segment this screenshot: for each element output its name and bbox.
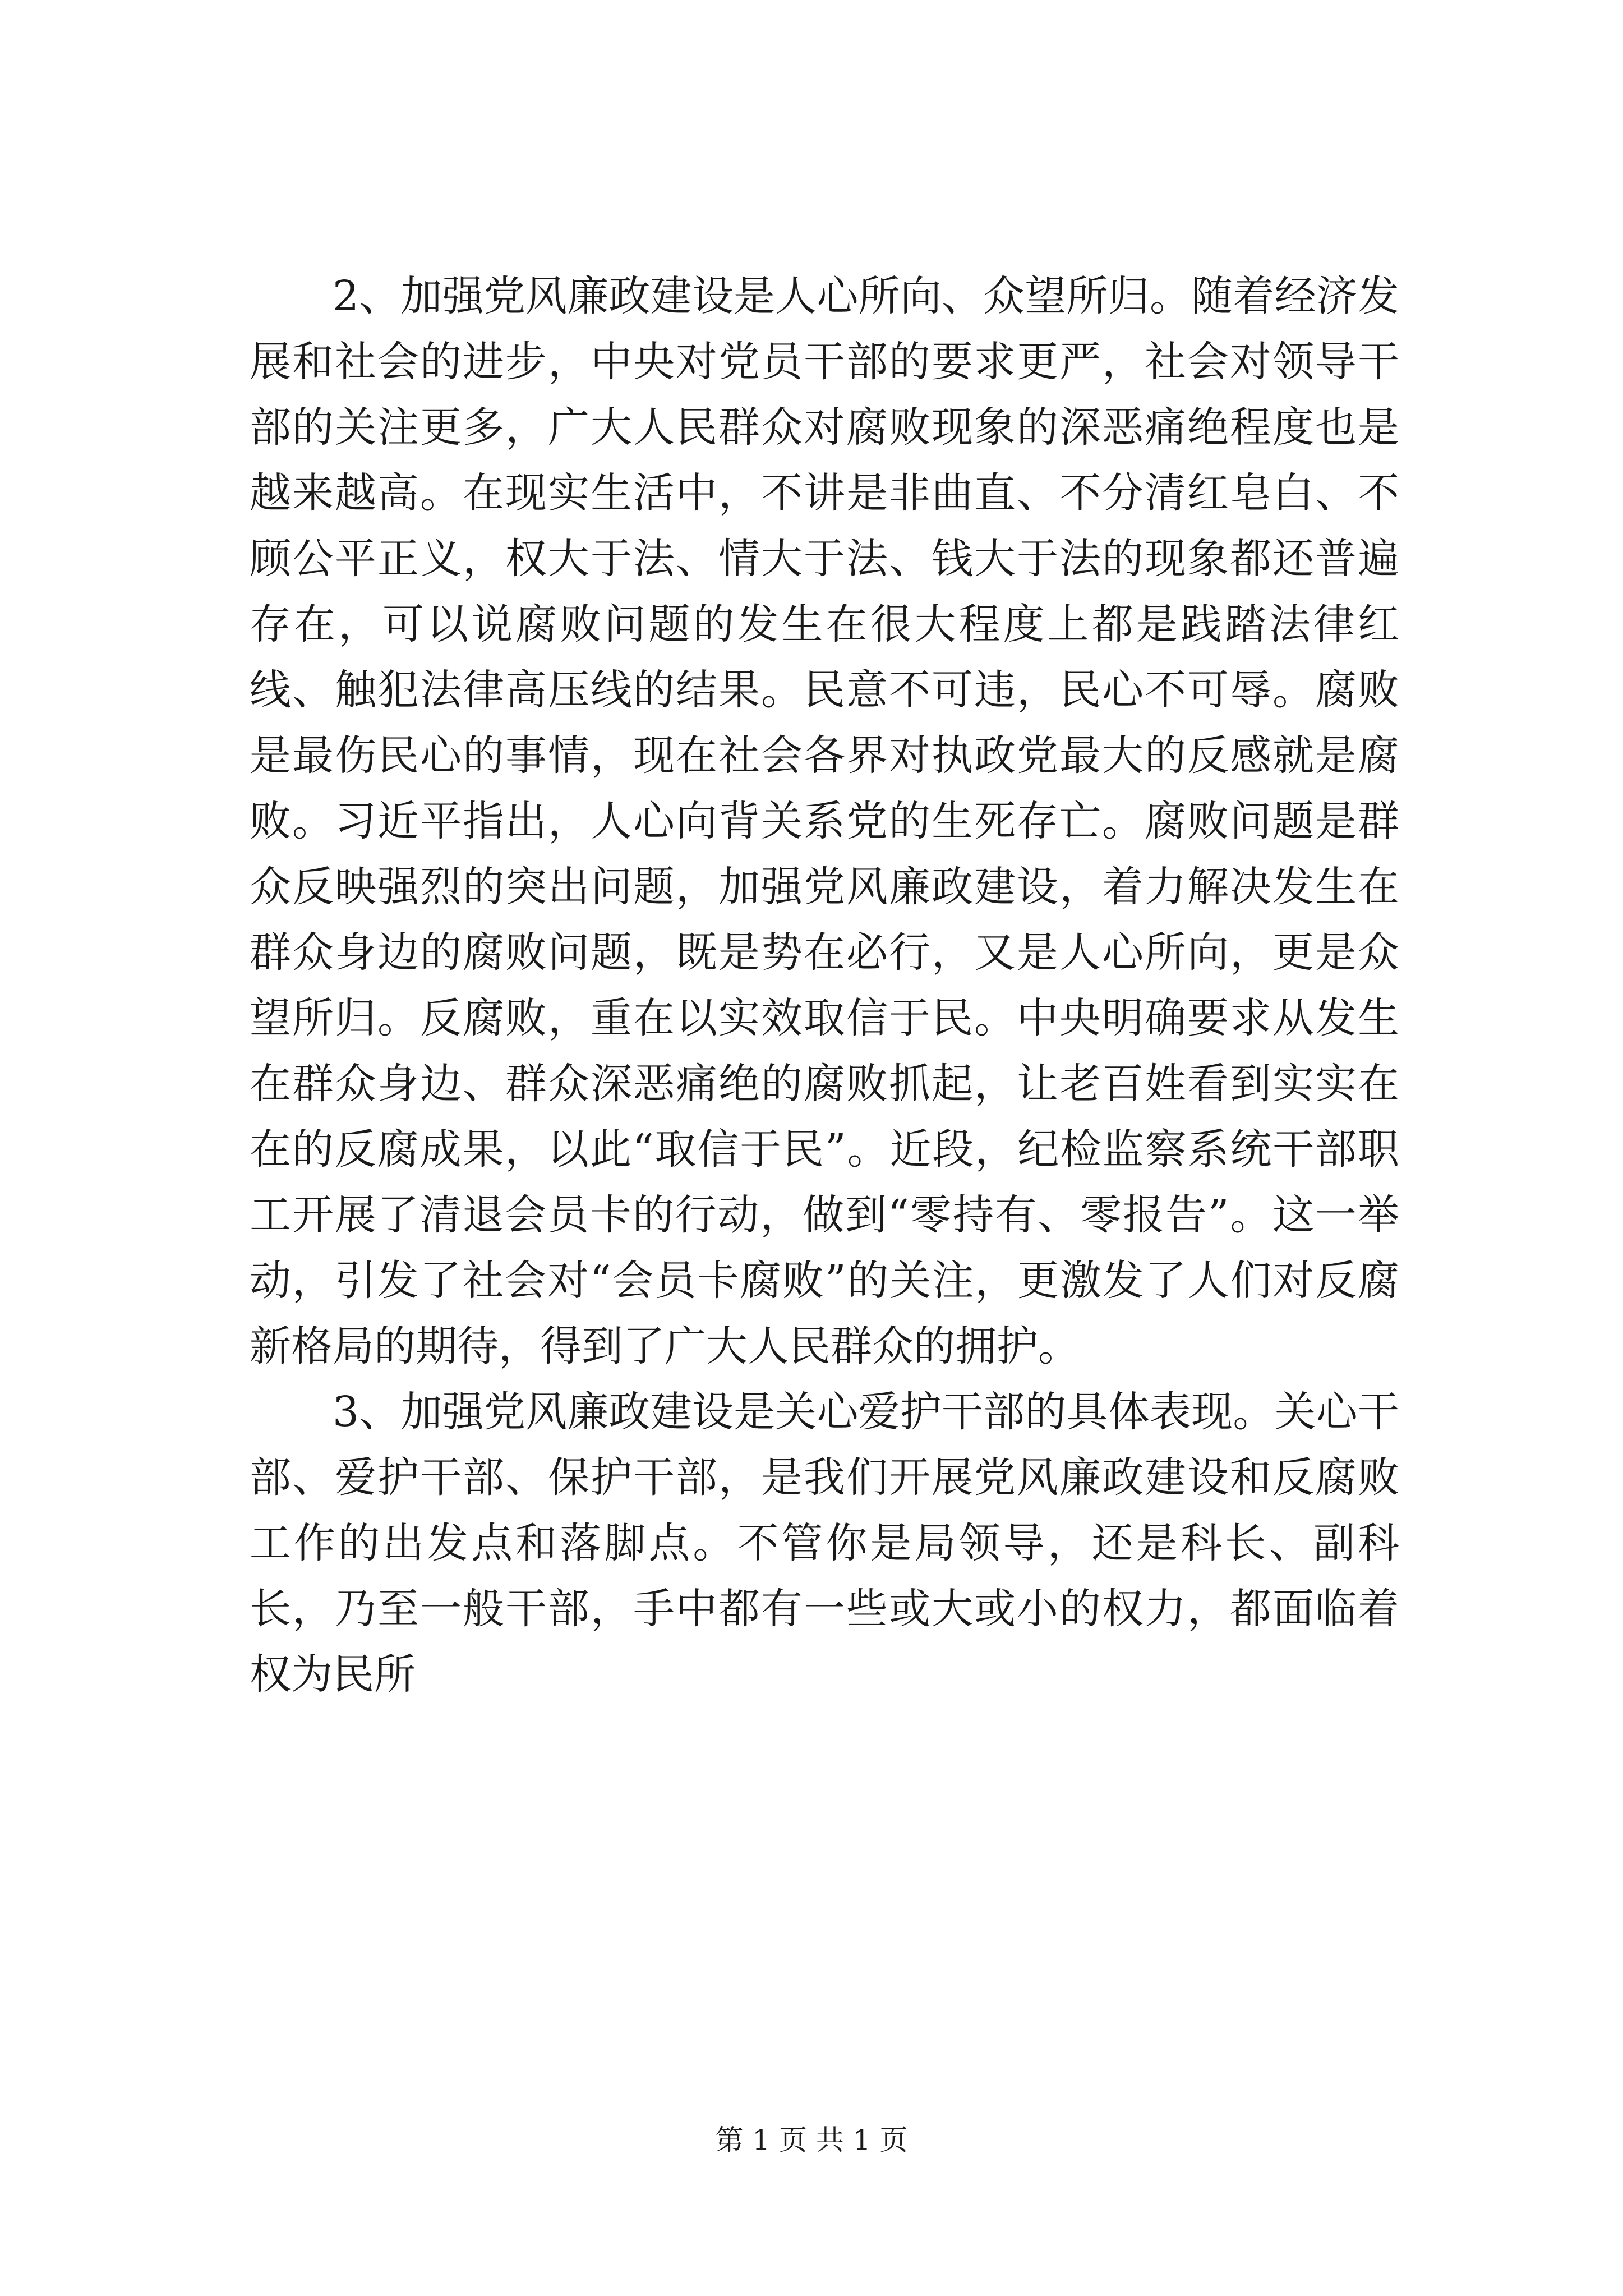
document-body xyxy=(250,264,1399,1708)
page-footer: 第 1 页 共 1 页 xyxy=(715,2124,908,2156)
paragraph-2: 2、加强党风廉政建设是人心所向、众望所归。随着经济发展和社会的进步，中央对党员干部的要求更严，社会对领导干部的关注更多，广大人民群众对腐败现象的深恶痛绝程度也是越来越高。在现实生活中，不讲是非曲直、不分清红皂白、不顾公平正义，权大于法、情大于法、钱大于法的现象都还普遍存在，可以说腐败问题的发生在很大程度上都是践踏法律红线、触犯法律高压线的结果。民意不可违，民心不可辱。腐败是最伤民心的事情，现在社会各界对执政党最大的反感就是腐败。习近平指出，人心向背关系党的生死存亡。腐败问题是群众反映强烈的突出问题，加强党风廉政建设，着力解决发生在群众身边的腐败问题，既是势在必行，又是人心所向，更是众望所归。反腐败，重在以实效取信于民。中央明确要求从发生在群众身边、群众深恶痛绝的腐败抓起，让老百姓看到实实在在的反腐成果，以此“取信于民”。近段，纪检监察系统干部职工开展了清退会员卡的行动，做到“零持有、零报告”。这一举动，引发了社会对“会员卡腐败”的关注，更激发了人们对反腐新格局的期待，得到了广大人民群众的拥护。 xyxy=(250,272,1399,1370)
paragraph-3: 3、加强党风廉政建设是关心爱护干部的具体表现。关心干部、爱护干部、保护干部，是我们开展党风廉政建设和反腐败工作的出发点和落脚点。不管你是局领导，还是科长、副科长，乃至一般干部，手中都有一些或大或小的权力，都面临着权为民所 xyxy=(250,1388,1399,1699)
